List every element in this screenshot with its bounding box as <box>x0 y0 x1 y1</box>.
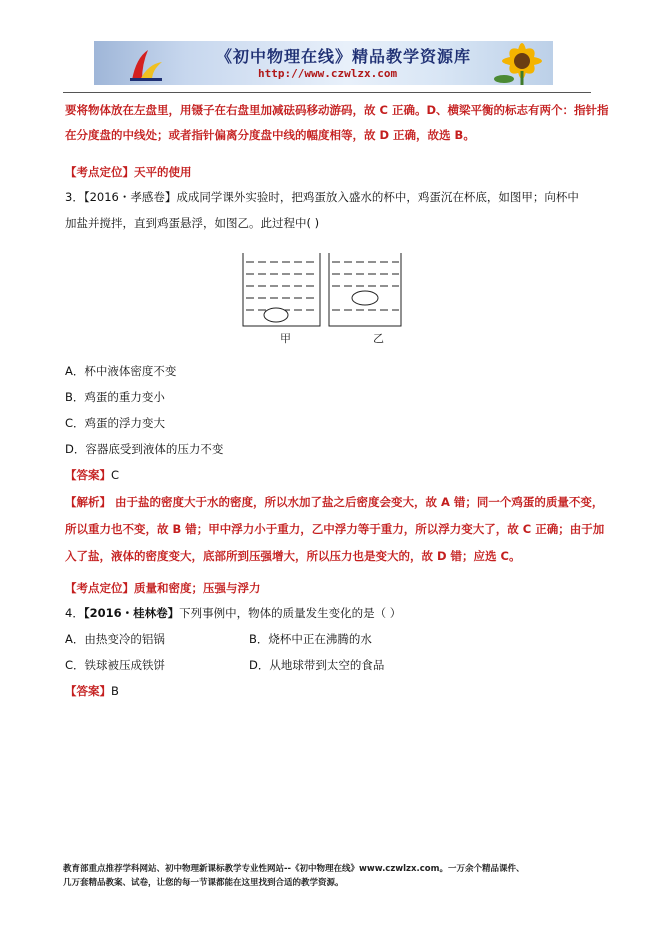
q3-answer <box>65 467 119 483</box>
q3-stem-line-1 <box>65 189 579 205</box>
q4-number: 4． <box>65 606 84 620</box>
q3-option-a: A．杯中液体密度不变 <box>65 364 177 378</box>
q3-stem-line-2: 加盐并搅拌，直到鸡蛋悬浮，如图乙。此过程中( ) <box>65 216 320 230</box>
footer-line-2: 几万套精品教案、试卷，让您的每一节课都能在这里找到合适的教学资源。 <box>63 878 344 888</box>
kaodian-text: 天平的使用 <box>134 165 192 179</box>
cup-jia <box>243 253 320 326</box>
q3-kaodian <box>65 580 261 596</box>
header-banner <box>94 41 553 85</box>
site-logo-icon <box>126 44 166 84</box>
q3-option-b: B．鸡蛋的重力变小 <box>65 390 165 404</box>
footer-line-1: 教育部重点推荐学科网站、初中物理新课标教学专业性网站--《初中物理在线》www.czwlzx.com。一万余个精品课件、 <box>63 864 525 874</box>
q3-option-d: D．容器底受到液体的压力不变 <box>65 442 224 456</box>
q4-source: 【2016・桂林卷】 <box>83 606 180 620</box>
q3-explain-line-1: 【解析】 由于盐的密度大于水的密度，所以水加了盐之后密度会变大，故 A 错；同一个鸡蛋的质量不变， <box>65 495 604 509</box>
q3-option-c: C．鸡蛋的浮力变大 <box>65 416 166 430</box>
banner-title: 《初中物理在线》精品教学资源库 <box>216 47 472 66</box>
q4-option-c: C．铁球被压成铁饼 <box>65 658 166 672</box>
answer-value: C <box>111 468 120 482</box>
answer-label: 【答案】 <box>65 684 111 698</box>
sunflower-icon <box>492 41 552 85</box>
q4-answer <box>65 683 119 699</box>
q3-text-1: 成成同学课外实验时，把鸡蛋放入盛水的杯中，鸡蛋沉在杯底，如图甲；向杯中 <box>176 190 579 204</box>
q4-text: 下列事例中，物体的质量发生变化的是（ ） <box>179 606 402 620</box>
egg-jia <box>264 308 288 322</box>
q3-source: 【2016・孝感卷】 <box>83 190 177 204</box>
kaodian-label: 【考点定位】 <box>65 165 134 179</box>
q3-explain-line-2: 所以重力也不变，故 B 错；甲中浮力小于重力，乙中浮力等于重力，所以浮力变大了，故 C 正确；由于加 <box>65 522 605 536</box>
figure-label-yi: 乙 <box>373 332 384 345</box>
banner-url[interactable]: http://www.czwlzx.com <box>258 67 398 80</box>
prev-explain-line-1: 要将物体放在左盘里，用镊子在右盘里加减砝码移动游码，故 C 正确。D、横梁平衡的标志有两个：指针指 <box>65 103 609 117</box>
q3-number: 3． <box>65 190 84 204</box>
answer-value: B <box>111 684 119 698</box>
header-rule <box>63 92 591 93</box>
kaodian-label: 【考点定位】 <box>65 581 134 595</box>
q4-stem <box>65 605 401 621</box>
prev-explain-line-2: 在分度盘的中线处；或者指针偏离分度盘中线的幅度相等，故 D 正确，故选 B。 <box>65 128 475 142</box>
kaodian-text: 质量和密度；压强与浮力 <box>134 581 261 595</box>
cup-yi <box>329 253 401 326</box>
q4-option-d: D．从地球带到太空的食品 <box>249 658 385 672</box>
prev-kaodian <box>65 164 192 180</box>
egg-yi <box>352 291 378 305</box>
answer-label: 【答案】 <box>65 468 111 482</box>
q4-option-b: B．烧杯中正在沸腾的水 <box>249 632 372 646</box>
q4-option-a: A．由热变冷的铝锅 <box>65 632 165 646</box>
q3-figure <box>240 250 410 346</box>
q3-explain-line-3: 入了盐，液体的密度变大，底部所到压强增大，所以压力也是变大的，故 D 错；应选 C。 <box>65 549 521 563</box>
figure-label-jia: 甲 <box>280 332 291 345</box>
